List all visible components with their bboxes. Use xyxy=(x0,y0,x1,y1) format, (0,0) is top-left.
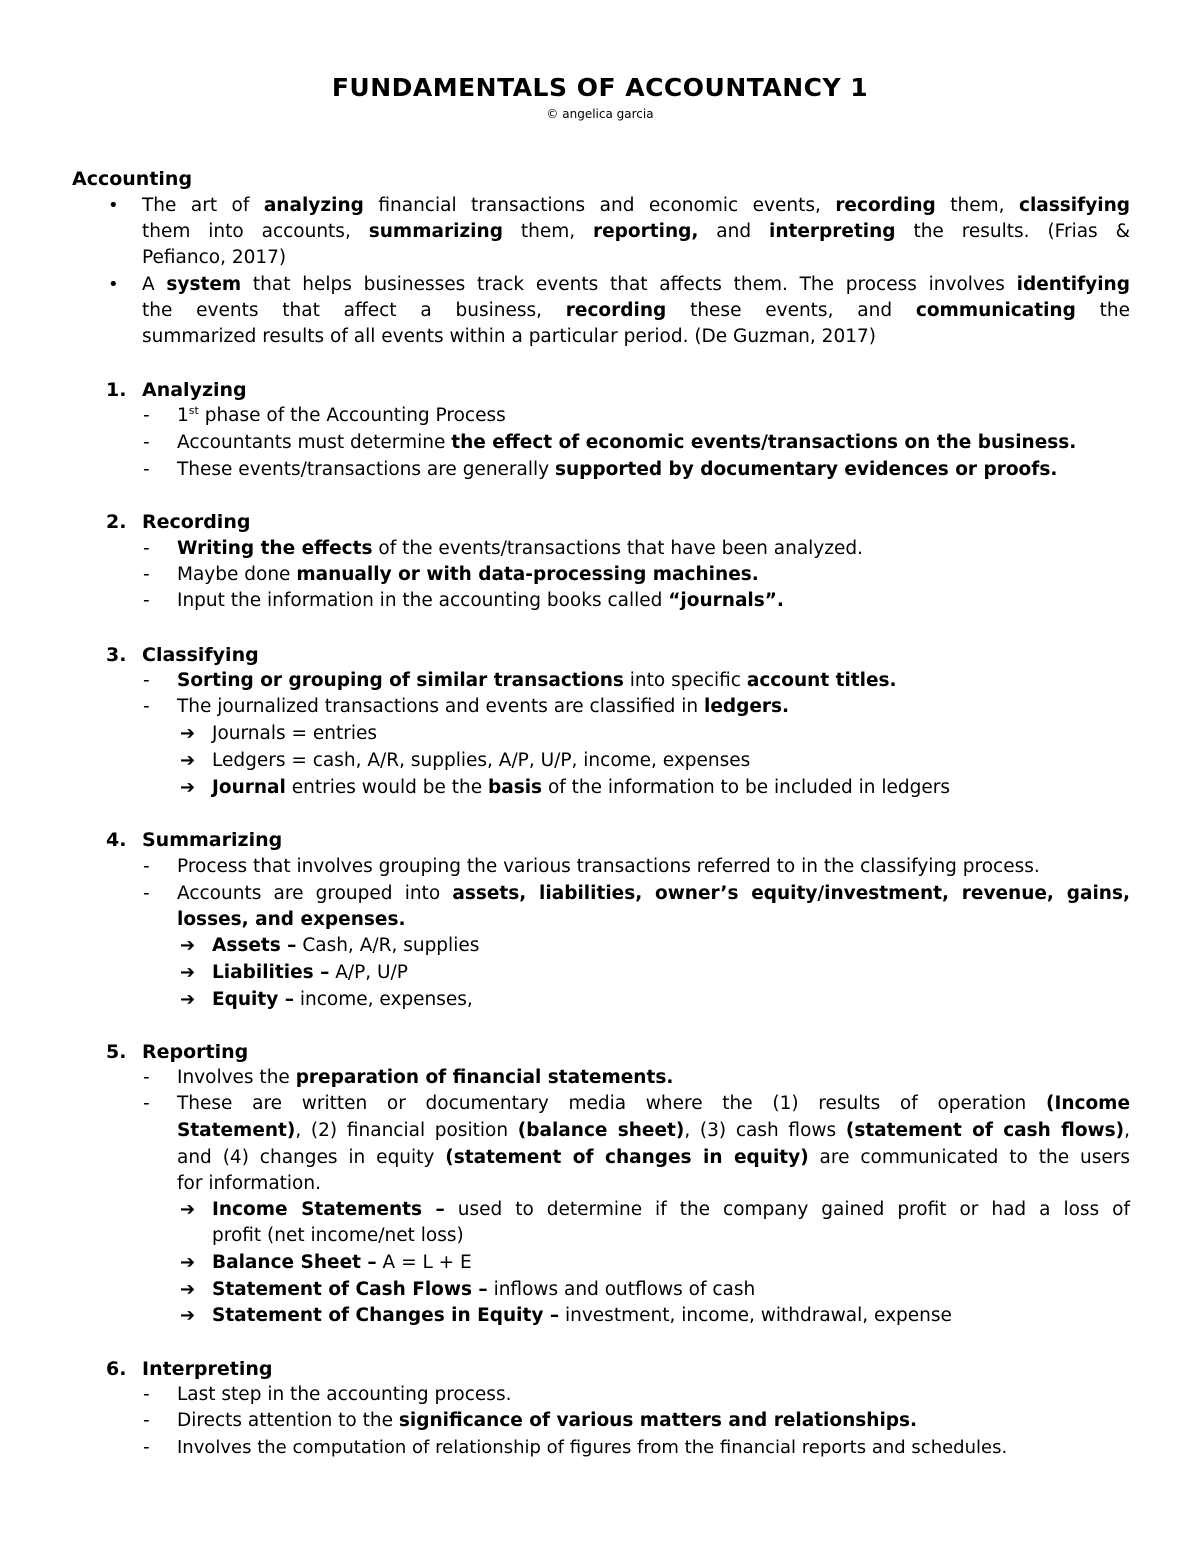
accounting-def-2-line-2: the events that affect a business, recording these events, and communicating the xyxy=(142,300,1131,321)
dash-icon: - xyxy=(143,670,150,691)
reporting-item-2-line-2: Statement), (2) financial position (balance sheet), (3) cash flows (statement of cash flows), xyxy=(177,1120,1130,1141)
dash-icon: - xyxy=(143,538,150,559)
section-number: 5. xyxy=(106,1041,127,1063)
summarizing-item-2-line-1: Accounts are grouped into assets, liabilities, owner’s equity/investment, revenue, gains, xyxy=(177,883,1130,904)
document-author: © angelica garcia xyxy=(546,107,654,121)
reporting-sub-income-line-2: profit (net income/net loss) xyxy=(212,1225,464,1246)
accounting-def-1-line-1: The art of analyzing financial transactions and economic events, recording them, classifying xyxy=(142,195,1131,216)
reporting-sub-income-line-1: Income Statements – used to determine if the company gained profit or had a loss of xyxy=(212,1199,1131,1220)
accounting-heading: Accounting xyxy=(72,168,193,190)
arrow-icon: ➔ xyxy=(180,1199,196,1220)
interpreting-item-3: Involves the computation of relationship of figures from the financial reports and schedules. xyxy=(177,1437,1008,1458)
arrow-icon: ➔ xyxy=(180,777,196,798)
accounting-def-1-line-2: them into accounts, summarizing them, reporting, and interpreting the results. (Frias & xyxy=(142,221,1131,242)
reporting-sub-balance-sheet: Balance Sheet – A = L + E xyxy=(212,1252,472,1273)
section-title-recording: Recording xyxy=(142,511,251,533)
dash-icon: - xyxy=(143,883,150,904)
arrow-icon: ➔ xyxy=(180,1252,196,1273)
reporting-item-2-line-4: for information. xyxy=(177,1173,321,1194)
section-title-summarizing: Summarizing xyxy=(142,829,283,851)
bullet-icon: • xyxy=(108,195,119,216)
arrow-icon: ➔ xyxy=(180,1305,196,1326)
section-title-classifying: Classifying xyxy=(142,644,259,666)
document-title: FUNDAMENTALS OF ACCOUNTANCY 1 xyxy=(331,73,869,102)
summarizing-item-2-line-2: losses, and expenses. xyxy=(177,909,406,930)
section-number: 1. xyxy=(106,379,127,401)
section-number: 3. xyxy=(106,644,127,666)
classifying-item-2: The journalized transactions and events are classified in ledgers. xyxy=(177,696,790,717)
reporting-item-2-line-3: and (4) changes in equity (statement of changes in equity) are communicated to the users xyxy=(177,1147,1130,1168)
recording-item-2: Maybe done manually or with data-processing machines. xyxy=(177,564,759,585)
interpreting-item-2: Directs attention to the significance of various matters and relationships. xyxy=(177,1410,918,1431)
summarizing-sub-liabilities: Liabilities – A/P, U/P xyxy=(212,962,408,983)
arrow-icon: ➔ xyxy=(180,962,196,983)
classifying-item-1: Sorting or grouping of similar transactions into specific account titles. xyxy=(177,670,897,691)
dash-icon: - xyxy=(143,1067,150,1088)
interpreting-item-1: Last step in the accounting process. xyxy=(177,1384,512,1405)
reporting-item-2-line-1: These are written or documentary media where the (1) results of operation (Income xyxy=(177,1093,1130,1114)
dash-icon: - xyxy=(143,696,150,717)
summarizing-item-1: Process that involves grouping the various transactions referred to in the classifying process. xyxy=(177,856,1040,877)
accounting-def-1-line-3: Pefianco, 2017) xyxy=(142,247,287,268)
classifying-sub-2: Ledgers = cash, A/R, supplies, A/P, U/P, income, expenses xyxy=(212,750,751,771)
analyzing-item-3: These events/transactions are generally supported by documentary evidences or proofs. xyxy=(177,459,1058,480)
dash-icon: - xyxy=(143,432,150,453)
recording-item-1: Writing the effects of the events/transactions that have been analyzed. xyxy=(177,538,863,559)
dash-icon: - xyxy=(143,1410,150,1431)
section-title-reporting: Reporting xyxy=(142,1041,249,1063)
dash-icon: - xyxy=(143,1093,150,1114)
reporting-sub-changes-equity: Statement of Changes in Equity – investment, income, withdrawal, expense xyxy=(212,1305,952,1326)
dash-icon: - xyxy=(143,564,150,585)
section-title-analyzing: Analyzing xyxy=(142,379,247,401)
analyzing-item-2: Accountants must determine the effect of economic events/transactions on the business. xyxy=(177,432,1077,453)
reporting-item-1: Involves the preparation of financial statements. xyxy=(177,1067,674,1088)
analyzing-item-1: 1st phase of the Accounting Process xyxy=(177,403,506,426)
recording-item-3: Input the information in the accounting books called “journals”. xyxy=(177,590,784,611)
dash-icon: - xyxy=(143,405,150,426)
summarizing-sub-assets: Assets – Cash, A/R, supplies xyxy=(212,935,480,956)
section-title-interpreting: Interpreting xyxy=(142,1358,273,1380)
dash-icon: - xyxy=(143,590,150,611)
arrow-icon: ➔ xyxy=(180,1279,196,1300)
classifying-sub-3: Journal entries would be the basis of the information to be included in ledgers xyxy=(212,777,951,798)
accounting-def-2-line-3: summarized results of all events within a particular period. (De Guzman, 2017) xyxy=(142,326,876,347)
dash-icon: - xyxy=(143,459,150,480)
dash-icon: - xyxy=(143,856,150,877)
dash-icon: - xyxy=(143,1437,150,1458)
arrow-icon: ➔ xyxy=(180,750,196,771)
arrow-icon: ➔ xyxy=(180,989,196,1010)
arrow-icon: ➔ xyxy=(180,935,196,956)
section-number: 2. xyxy=(106,511,127,533)
accounting-def-2-line-1: A system that helps businesses track events that affects them. The process involves identifying xyxy=(142,274,1130,295)
section-number: 6. xyxy=(106,1358,127,1380)
reporting-sub-cash-flows: Statement of Cash Flows – inflows and outflows of cash xyxy=(212,1279,756,1300)
bullet-icon: • xyxy=(108,274,119,295)
arrow-icon: ➔ xyxy=(180,723,196,744)
summarizing-sub-equity: Equity – income, expenses, xyxy=(212,989,473,1010)
classifying-sub-1: Journals = entries xyxy=(212,723,378,744)
dash-icon: - xyxy=(143,1384,150,1405)
section-number: 4. xyxy=(106,829,127,851)
